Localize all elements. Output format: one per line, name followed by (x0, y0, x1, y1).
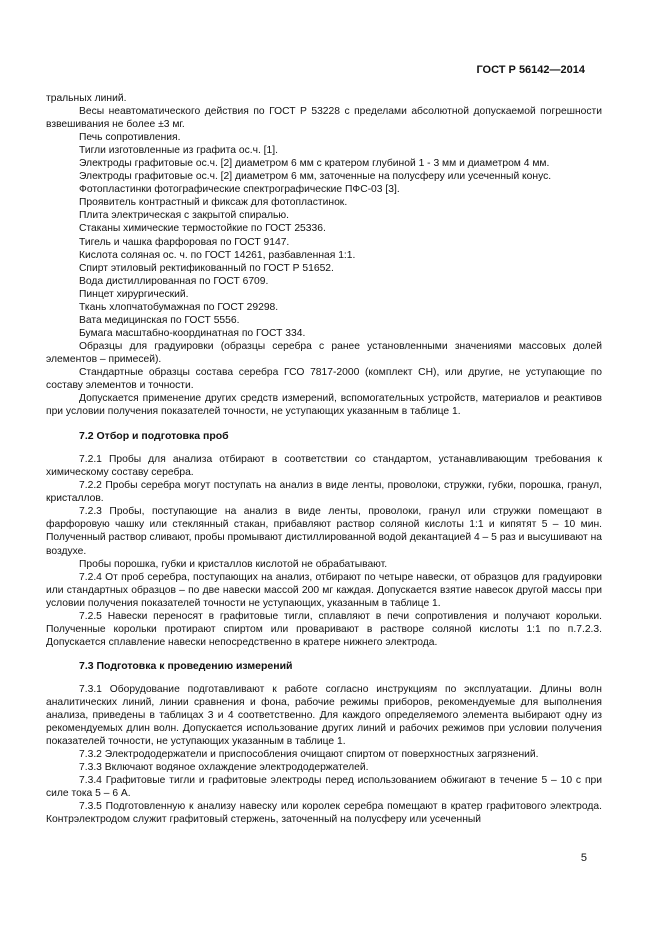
equipment-item: Вата медицинская по ГОСТ 5556. (79, 314, 240, 326)
equipment-item: Допускается применение других средств измерений, вспомогательных устройств, материалов и реактивов при условии получения показателей точности, не уступающих указанным в таблице 1. (46, 393, 602, 418)
page-number: 5 (580, 852, 587, 864)
document-body (46, 92, 602, 826)
paragraph: 7.2.3 Пробы, поступающие на анализ в виде ленты, проволоки, гранул или стружки помещают в фарфоровую чашку или стеклянный стакан, прибавляют раствор соляной кислоты 1:1 и кипятят 5 – 10 мин. Полученный раствор сливают, пробы промывают дистиллированной водой декантацией 4 – 5 раз и высушивают на воздухе. (46, 506, 602, 557)
equipment-item: Фотопластинки фотографические спектрографические ПФС-03 [3]. (79, 184, 400, 196)
paragraph: 7.3.1 Оборудование подготавливают к работе согласно инструкциям по эксплуатации. Длины волн аналитических линий, линии сравнения и фона, рабочие режимы приборов, рекомендуемые для выполнения анализа, приведены в таблицах 3 и 4 соответственно. Для каждого определяемого элемента выбирают одну из рекомендуемых длин волн. Допускается использование других линий и рабочих режимов при условии получения показателей точности, не уступающих указанным в таблице 1. (46, 683, 602, 748)
equipment-item: Стаканы химические термостойкие по ГОСТ 25336. (79, 223, 326, 235)
document-header: ГОСТ Р 56142—2014 (476, 64, 585, 76)
equipment-item: Образцы для градуировки (образцы серебра с ранее установленными значениями массовых долей элементов – примесей). (46, 340, 602, 365)
equipment-item: Спирт этиловый ректификованный по ГОСТ Р 51652. (79, 262, 334, 274)
equipment-item: Весы неавтоматического действия по ГОСТ Р 53228 с пределами абсолютной допускаемой погрешности взвешивания не более ±3 мг. (46, 106, 602, 131)
continuation-text: тральных линий. (46, 93, 127, 104)
equipment-item: Тигли изготовленные из графита ос.ч. [1]. (79, 145, 278, 157)
section-7-2 (46, 453, 602, 649)
equipment-item: Электроды графитовые ос.ч. [2] диаметром 6 мм с кратером глубиной 1 - 3 мм и диаметром 4 мм. (79, 158, 550, 170)
equipment-item: Печь сопротивления. (79, 132, 181, 144)
equipment-item: Стандартные образцы состава серебра ГСО 7817-2000 (комплект СН), или другие, не уступающие по составу элементов и точности. (46, 366, 602, 392)
section-7-3 (46, 683, 602, 827)
equipment-item: Пинцет хирургический. (79, 288, 189, 300)
equipment-item: Вода дистиллированная по ГОСТ 6709. (79, 275, 269, 287)
equipment-item: Кислота соляная ос. ч. по ГОСТ 14261, разбавленная 1:1. (79, 249, 356, 261)
paragraph: 7.3.4 Графитовые тигли и графитовые электроды перед использованием обжигают в течение 5 – 10 с при силе тока 5 – 6 А. (46, 775, 602, 800)
section-heading-7-2: 7.2 Отбор и подготовка проб (79, 430, 229, 443)
paragraph: 7.3.5 Подготовленную к анализу навеску или королек серебра помещают в кратер графитового электрода. Контрэлектродом служит графитовый стержень, заточенный на полусферу или усеченный (46, 801, 602, 826)
equipment-item: Электроды графитовые ос.ч. [2] диаметром 6 мм, заточенные на полусферу или усеченный конус. (79, 171, 552, 183)
paragraph: 7.2.2 Пробы серебра могут поступать на анализ в виде ленты, проволоки, стружки, губки, порошка, гранул, кристаллов. (46, 480, 602, 505)
equipment-item: Проявитель контрастный и фиксаж для фотопластинок. (79, 197, 348, 209)
equipment-item: Плита электрическая с закрытой спиралью. (79, 210, 289, 222)
paragraph: Пробы порошка, губки и кристаллов кислотой не обрабатывают. (79, 558, 388, 570)
paragraph: 7.3.3 Включают водяное охлаждение электрододержателей. (79, 762, 369, 774)
paragraph: 7.2.1 Пробы для анализа отбирают в соответствии со стандартом, устанавливающим требования к химическому составу серебра. (46, 454, 602, 479)
equipment-item: Ткань хлопчатобумажная по ГОСТ 29298. (79, 301, 279, 313)
equipment-item: Тигель и чашка фарфоровая по ГОСТ 9147. (79, 236, 290, 248)
paragraph: 7.2.4 От проб серебра, поступающих на анализ, отбирают по четыре навески, от образцов для градуировки или стандартных образцов – по две навески массой 200 мг каждая. Допускается взятие навесок другой массы при условии получения показателей точности не уступающих, указанным в таблице 1. (46, 571, 602, 609)
section-heading-7-3: 7.3 Подготовка к проведению измерений (79, 659, 293, 672)
paragraph: 7.3.2 Электрододержатели и приспособления очищают спиртом от поверхностных загрязнений. (79, 749, 539, 761)
equipment-item: Бумага масштабно-координатная по ГОСТ 334. (79, 327, 306, 339)
paragraph: 7.2.5 Навески переносят в графитовые тигли, сплавляют в печи сопротивления и получают корольки. Полученные корольки протирают спиртом или проваривают в растворе соляной кислоты 1:1 по п.7.2.3. Допускается сплавление навески непосредственно в кратере нижнего электрода. (46, 610, 602, 648)
equipment-list (46, 105, 602, 418)
